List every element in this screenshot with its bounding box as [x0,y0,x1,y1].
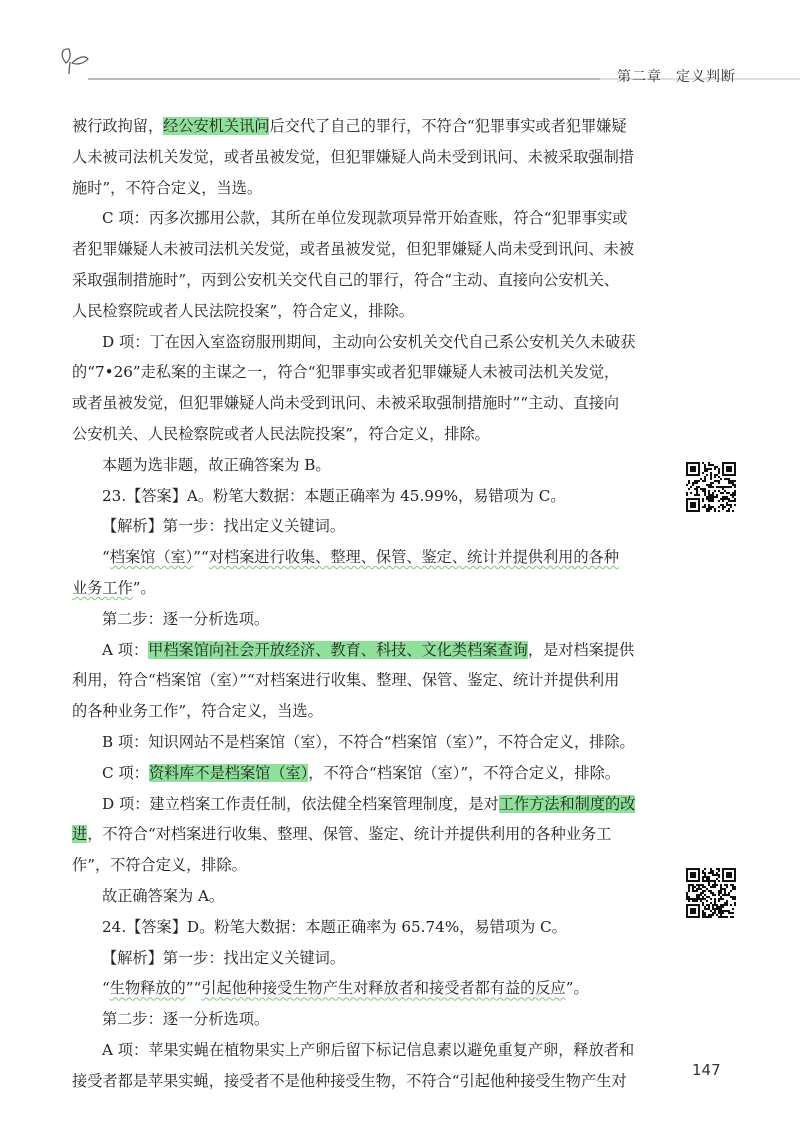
text-segment: 人民检察院或者人民法院投案”，符合定义，排除。 [72,301,414,320]
page-header [0,0,800,100]
text-segment: “ [102,548,110,567]
text-segment: ”“ [193,548,209,567]
text-line [72,1035,662,1066]
text-line [72,357,662,388]
text-segment: 施时”，不符合定义，当选。 [72,178,263,197]
text-line [72,481,662,512]
qr-code-23-icon [686,462,736,512]
text-segment: 接受者都是苹果实蝇，接受者不是他种接受生物，不符合“引起他种接受生物产生对 [72,1071,627,1090]
text-segment: C 项： [102,763,149,782]
text-segment: B 项：知识网站不是档案馆（室），不符合“档案馆（室）”，不符合定义，排除。 [102,732,635,751]
section-title: 定义判断 [676,69,736,85]
text-segment: 采取强制措施时”，丙到公安机关交代自己的罪行，符合“主动、直接向公安机关、 [72,270,620,289]
highlighted-text: 资料库不是档案馆（室） [148,763,309,782]
text-segment: 第二步：逐一分析选项。 [102,1010,270,1029]
text-line [72,973,662,1004]
text-line [72,388,662,419]
text-line [72,943,662,974]
text-segment: D 项：建立档案工作责任制，依法健全档案管理制度，是对 [102,794,499,813]
text-line [72,727,662,758]
text-line [72,111,662,142]
text-segment: 公安机关、人民检察院或者人民法院投案”，符合定义，排除。 [72,424,490,443]
text-line [72,142,662,173]
underlined-keyword: 档案馆（室） [109,548,194,567]
text-segment: D 项：丁在因入室盗窃服刑期间，主动向公安机关交代自己系公安机关久未破获 [102,332,636,351]
text-segment: C 项：丙多次挪用公款，其所在单位发现款项异常开始查账，符合“犯罪事实或 [102,209,628,228]
underlined-keyword: 业务工作 [72,578,133,597]
text-line [72,789,662,820]
highlighted-text: 经公安机关讯问 [163,117,270,135]
text-segment: 23.【答案】A。粉笔大数据：本题正确率为 45.99%，易错项为 C。 [102,486,566,505]
text-segment: 24.【答案】D。粉笔大数据：本题正确率为 65.74%，易错项为 C。 [102,917,567,936]
text-segment: A 项： [102,640,149,659]
text-line [72,542,662,573]
text-line [72,1066,662,1097]
text-segment: 或者虽被发觉，但犯罪嫌疑人尚未受到讯问、未被采取强制措施时”“主动、直接向 [72,394,620,413]
underlined-keyword: 引起他种接受生物产生对释放者和接受者都有益的反应 [201,979,566,998]
text-line [72,265,662,296]
text-segment: 被行政拘留， [72,117,164,135]
qr-code-24-icon [686,868,736,918]
page-number: 147 [692,1061,721,1079]
text-segment: ，是对档案提供 [527,640,635,659]
text-line [72,758,662,789]
text-line [72,511,662,542]
highlighted-text: 甲档案馆向社会开放经济、教育、科技、文化类档案查询 [148,640,528,659]
text-segment: 作”，不符合定义，排除。 [72,856,247,875]
text-segment: 故正确答案为 A。 [102,886,225,905]
text-segment: 的各种业务工作”，符合定义，当选。 [72,702,323,721]
text-line [72,604,662,635]
body-text [72,111,662,1097]
text-segment: 第二步：逐一分析选项。 [102,609,270,628]
text-segment: ”。 [132,578,156,597]
text-segment: “ [102,979,110,998]
text-segment: 【解析】第一步：找出定义关键词。 [102,517,345,536]
text-line [72,173,662,204]
underlined-keyword: 对档案进行收集、整理、保管、鉴定、统计并提供利用的各种 [208,548,619,567]
text-line [72,203,662,234]
text-line [72,912,662,943]
text-segment: ，不符合“对档案进行收集、整理、保管、鉴定、统计并提供利用的各种业务工 [87,825,612,844]
text-line [72,450,662,481]
text-segment: A 项：苹果实蝇在植物果实上产卵后留下标记信息素以避免重复产卵，释放者和 [102,1040,635,1059]
underlined-keyword: 生物释放的 [109,979,186,998]
text-segment: 者犯罪嫌疑人未被司法机关发觉，或者虽被发觉，但犯罪嫌疑人尚未受到讯问、未被 [72,240,634,259]
text-line [72,573,662,604]
text-segment: 人未被司法机关发觉，或者虽被发觉，但犯罪嫌疑人尚未受到讯问、未被采取强制措 [72,147,634,166]
text-segment: ，不符合“档案馆（室）”，不符合定义，排除。 [308,763,620,782]
text-line [72,419,662,450]
highlighted-text: 进 [72,825,88,844]
highlighted-text: 工作方法和制度的改 [498,794,636,813]
text-segment: 利用，符合“档案馆（室）”“对档案进行收集、整理、保管、鉴定、统计并提供利用 [72,671,620,690]
text-line [72,665,662,696]
text-line [72,296,662,327]
text-segment: 【解析】第一步：找出定义关键词。 [102,948,345,967]
text-line [72,1004,662,1035]
text-line [72,635,662,666]
text-segment: 的“7•26”走私案的主谋之一，符合“犯罪事实或者犯罪嫌疑人未被司法机关发觉， [72,363,620,382]
text-line [72,234,662,265]
text-segment: 后交代了自己的罪行，不符合“犯罪事实或者犯罪嫌疑 [269,117,627,135]
text-segment: ”。 [565,979,589,998]
text-segment: 本题为选非题，故正确答案为 B。 [102,455,331,474]
text-line [72,327,662,358]
text-segment: ”“ [185,979,202,998]
text-line [72,850,662,881]
chapter-title [617,66,736,86]
text-line [72,881,662,912]
text-line [72,819,662,850]
chapter-number: 第二章 [617,69,662,85]
text-line [72,696,662,727]
